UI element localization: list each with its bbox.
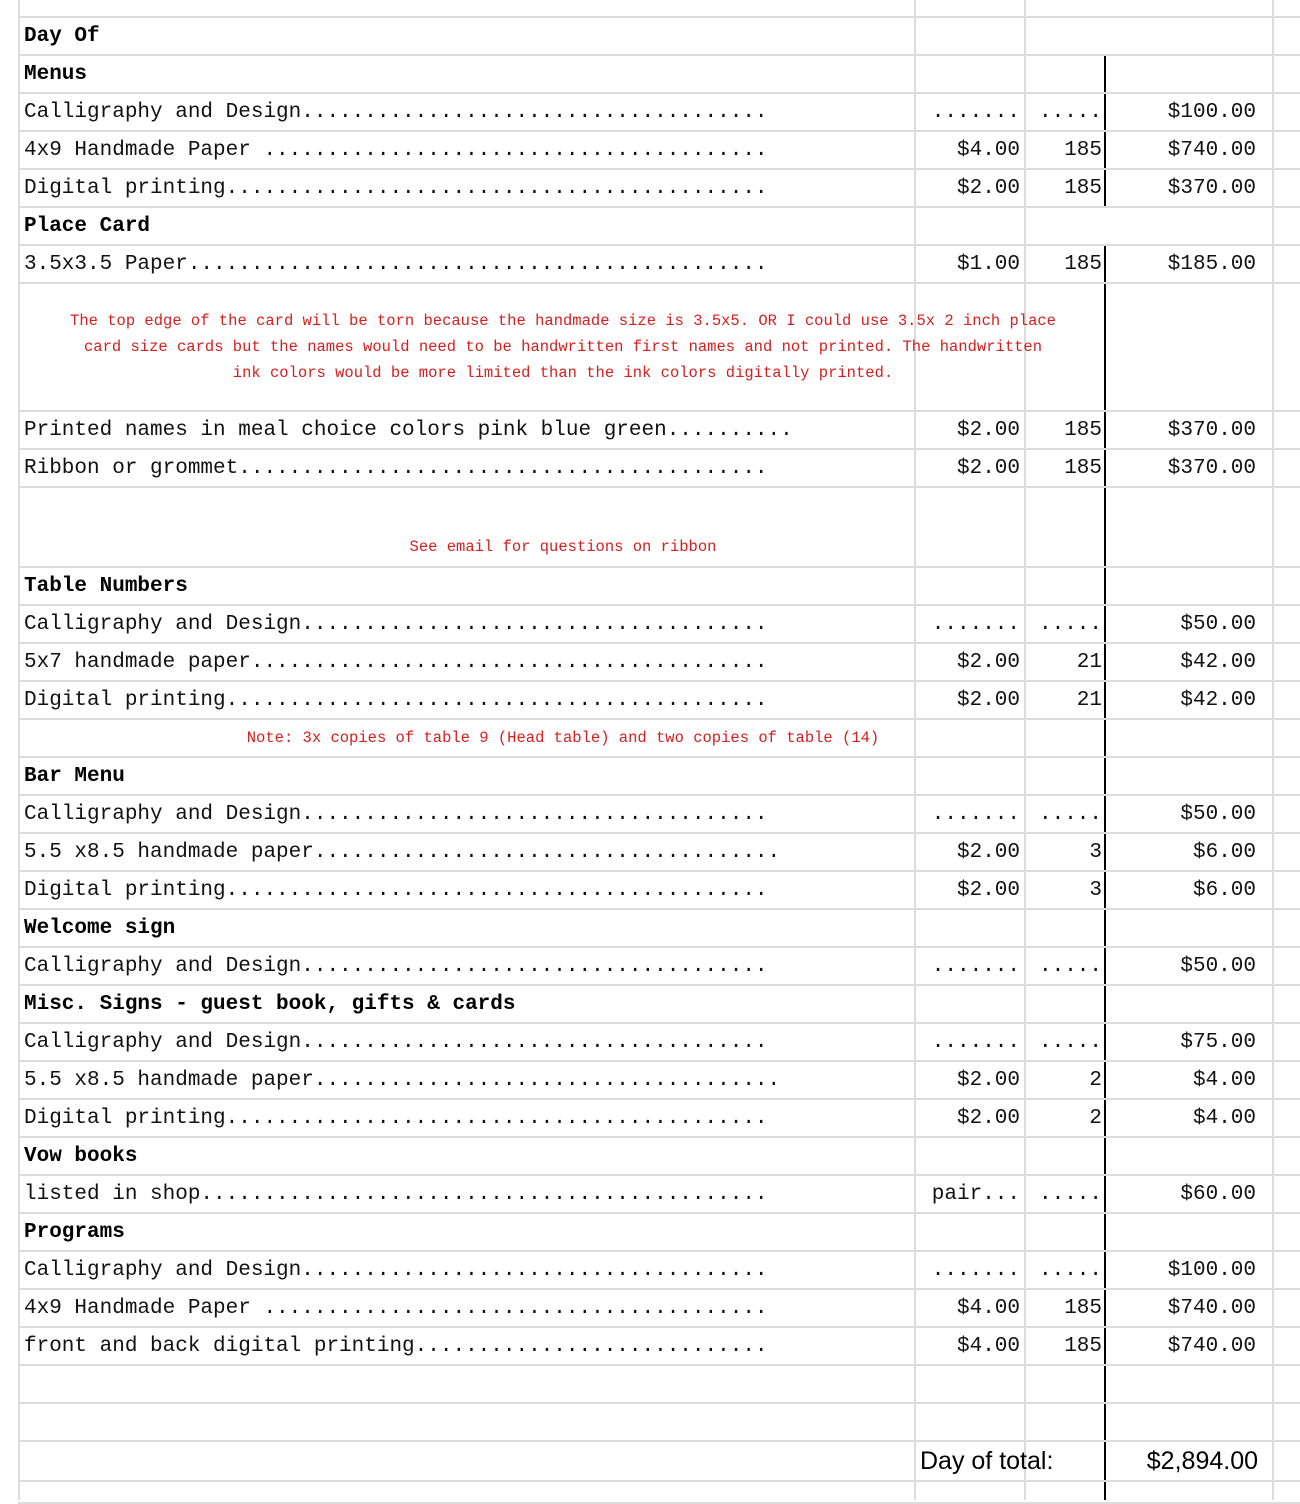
section-title: Bar Menu [24,764,125,788]
quantity: ..... [1038,100,1102,124]
line-total: $100.00 [1167,1258,1256,1282]
line-total: $740.00 [1167,1334,1256,1358]
item-description: Calligraphy and Design..................................... [24,802,768,826]
section-header-row[interactable] [18,18,1300,56]
unit-price: ....... [931,1030,1020,1054]
line-total: $50.00 [1180,612,1256,636]
item-description: Digital printing........................................... [24,878,768,902]
unit-price: ....... [931,802,1020,826]
line-item-row[interactable] [18,94,1300,132]
line-item-row[interactable] [18,644,1300,682]
note-row[interactable] [18,488,1300,568]
item-description: 5x7 handmade paper......................................... [24,650,768,674]
grand-total: $2,894.00 [1146,1446,1258,1475]
section-header-row[interactable] [18,1214,1300,1252]
quantity: 185 [1064,1296,1102,1320]
line-total: $6.00 [1192,840,1256,864]
line-item-row[interactable] [18,1328,1300,1366]
section-title: Vow books [24,1144,138,1168]
line-item-row[interactable] [18,170,1300,208]
unit-price: $4.00 [956,138,1020,162]
quantity: 185 [1064,138,1102,162]
unit-price: $4.00 [956,1334,1020,1358]
quantity: 21 [1076,650,1102,674]
line-total: $370.00 [1167,176,1256,200]
note-row[interactable] [18,720,1300,758]
section-header-row[interactable] [18,1138,1300,1176]
empty-row[interactable] [18,1404,1300,1442]
note-text: See email for questions on ribbon [409,538,717,556]
line-total: $50.00 [1180,954,1256,978]
line-item-row[interactable] [18,1100,1300,1138]
section-title: Day Of [24,24,100,48]
section-header-row[interactable] [18,568,1300,606]
unit-price: $2.00 [956,1106,1020,1130]
line-item-row[interactable] [18,948,1300,986]
line-total: $42.00 [1180,650,1256,674]
item-description: 5.5 x8.5 handmade paper..................................... [24,1068,781,1092]
line-item-row[interactable] [18,1290,1300,1328]
section-title: Programs [24,1220,125,1244]
section-title: Misc. Signs - guest book, gifts & cards [24,992,516,1016]
unit-price: $2.00 [956,176,1020,200]
unit-price: $2.00 [956,688,1020,712]
quantity: ..... [1038,612,1102,636]
line-item-row[interactable] [18,1062,1300,1100]
line-total: $370.00 [1167,418,1256,442]
unit-price: ....... [931,612,1020,636]
item-description: Digital printing........................................... [24,176,768,200]
item-description: Calligraphy and Design..................................... [24,954,768,978]
quantity: 3 [1089,878,1102,902]
empty-row[interactable] [18,1366,1300,1404]
item-description: 4x9 Handmade Paper ........................................ [24,1296,768,1320]
line-total: $4.00 [1192,1106,1256,1130]
empty-row[interactable] [18,1482,1300,1504]
line-total: $75.00 [1180,1030,1256,1054]
quantity: 2 [1089,1106,1102,1130]
quantity: 185 [1064,456,1102,480]
line-total: $50.00 [1180,802,1256,826]
note-row[interactable] [18,284,1300,412]
unit-price: $2.00 [956,840,1020,864]
quantity: 185 [1064,1334,1102,1358]
quantity: 185 [1064,418,1102,442]
unit-price: $1.00 [956,252,1020,276]
section-title: Menus [24,62,88,86]
line-item-row[interactable] [18,872,1300,910]
section-header-row[interactable] [18,56,1300,94]
line-total: $60.00 [1180,1182,1256,1206]
total-label: Day of total: [920,1446,1054,1475]
line-total: $100.00 [1167,100,1256,124]
quantity: 185 [1064,252,1102,276]
line-item-row[interactable] [18,834,1300,872]
item-description: Calligraphy and Design..................................... [24,1258,768,1282]
item-description: Calligraphy and Design..................................... [24,1030,768,1054]
section-title: Table Numbers [24,574,188,598]
item-description: front and back digital printing............................ [24,1334,768,1358]
line-item-row[interactable] [18,412,1300,450]
item-description: 3.5x3.5 Paper.............................................. [24,252,768,276]
section-header-row[interactable] [18,986,1300,1024]
quantity: ..... [1038,954,1102,978]
line-total: $370.00 [1167,456,1256,480]
line-total: $42.00 [1180,688,1256,712]
line-item-row[interactable] [18,450,1300,488]
unit-price: pair... [931,1182,1020,1206]
item-description: Ribbon or grommet.......................................... [24,456,768,480]
line-item-row[interactable] [18,246,1300,284]
line-item-row[interactable] [18,1252,1300,1290]
quantity: 3 [1089,840,1102,864]
section-title: Place Card [24,214,151,238]
item-description: Calligraphy and Design..................................... [24,100,768,124]
line-item-row[interactable] [18,796,1300,834]
item-description: listed in shop............................................. [24,1182,768,1206]
total-row[interactable] [18,1442,1300,1482]
unit-price: ....... [931,954,1020,978]
line-item-row[interactable] [18,1024,1300,1062]
quantity: 2 [1089,1068,1102,1092]
quantity: ..... [1038,1182,1102,1206]
line-total: $740.00 [1167,138,1256,162]
unit-price: $2.00 [956,878,1020,902]
unit-price: ....... [931,100,1020,124]
section-header-row[interactable] [18,758,1300,796]
line-total: $740.00 [1167,1296,1256,1320]
section-header-row[interactable] [18,910,1300,948]
unit-price: $2.00 [956,1068,1020,1092]
item-description: 4x9 Handmade Paper ........................................ [24,138,768,162]
quantity: ..... [1038,802,1102,826]
line-item-row[interactable] [18,682,1300,720]
unit-price: $2.00 [956,650,1020,674]
item-description: Calligraphy and Design..................................... [24,612,768,636]
line-item-row[interactable] [18,132,1300,170]
quantity: ..... [1038,1030,1102,1054]
item-description: Printed names in meal choice colors pink blue green.......... [24,418,793,442]
note-text: Note: 3x copies of table 9 (Head table) and two copies of table (14) [246,729,880,747]
line-total: $4.00 [1192,1068,1256,1092]
section-title: Welcome sign [24,916,176,940]
quantity: ..... [1038,1258,1102,1282]
item-description: Digital printing........................................... [24,688,768,712]
note-text: The top edge of the card will be torn because the handmade size is 3.5x5. OR I could use 3.5x 2 inch place card size cards but the names would need to be handwritten first names and not printed. The handwritten ink colors would be more limited than the ink colors digitally printed. [70,312,1056,382]
quantity: 21 [1076,688,1102,712]
line-item-row[interactable] [18,1176,1300,1214]
item-description: 5.5 x8.5 handmade paper..................................... [24,840,781,864]
line-total: $6.00 [1192,878,1256,902]
line-total: $185.00 [1167,252,1256,276]
unit-price: ....... [931,1258,1020,1282]
quantity: 185 [1064,176,1102,200]
unit-price: $4.00 [956,1296,1020,1320]
unit-price: $2.00 [956,418,1020,442]
unit-price: $2.00 [956,456,1020,480]
item-description: Digital printing........................................... [24,1106,768,1130]
line-item-row[interactable] [18,606,1300,644]
section-header-row[interactable] [18,208,1300,246]
